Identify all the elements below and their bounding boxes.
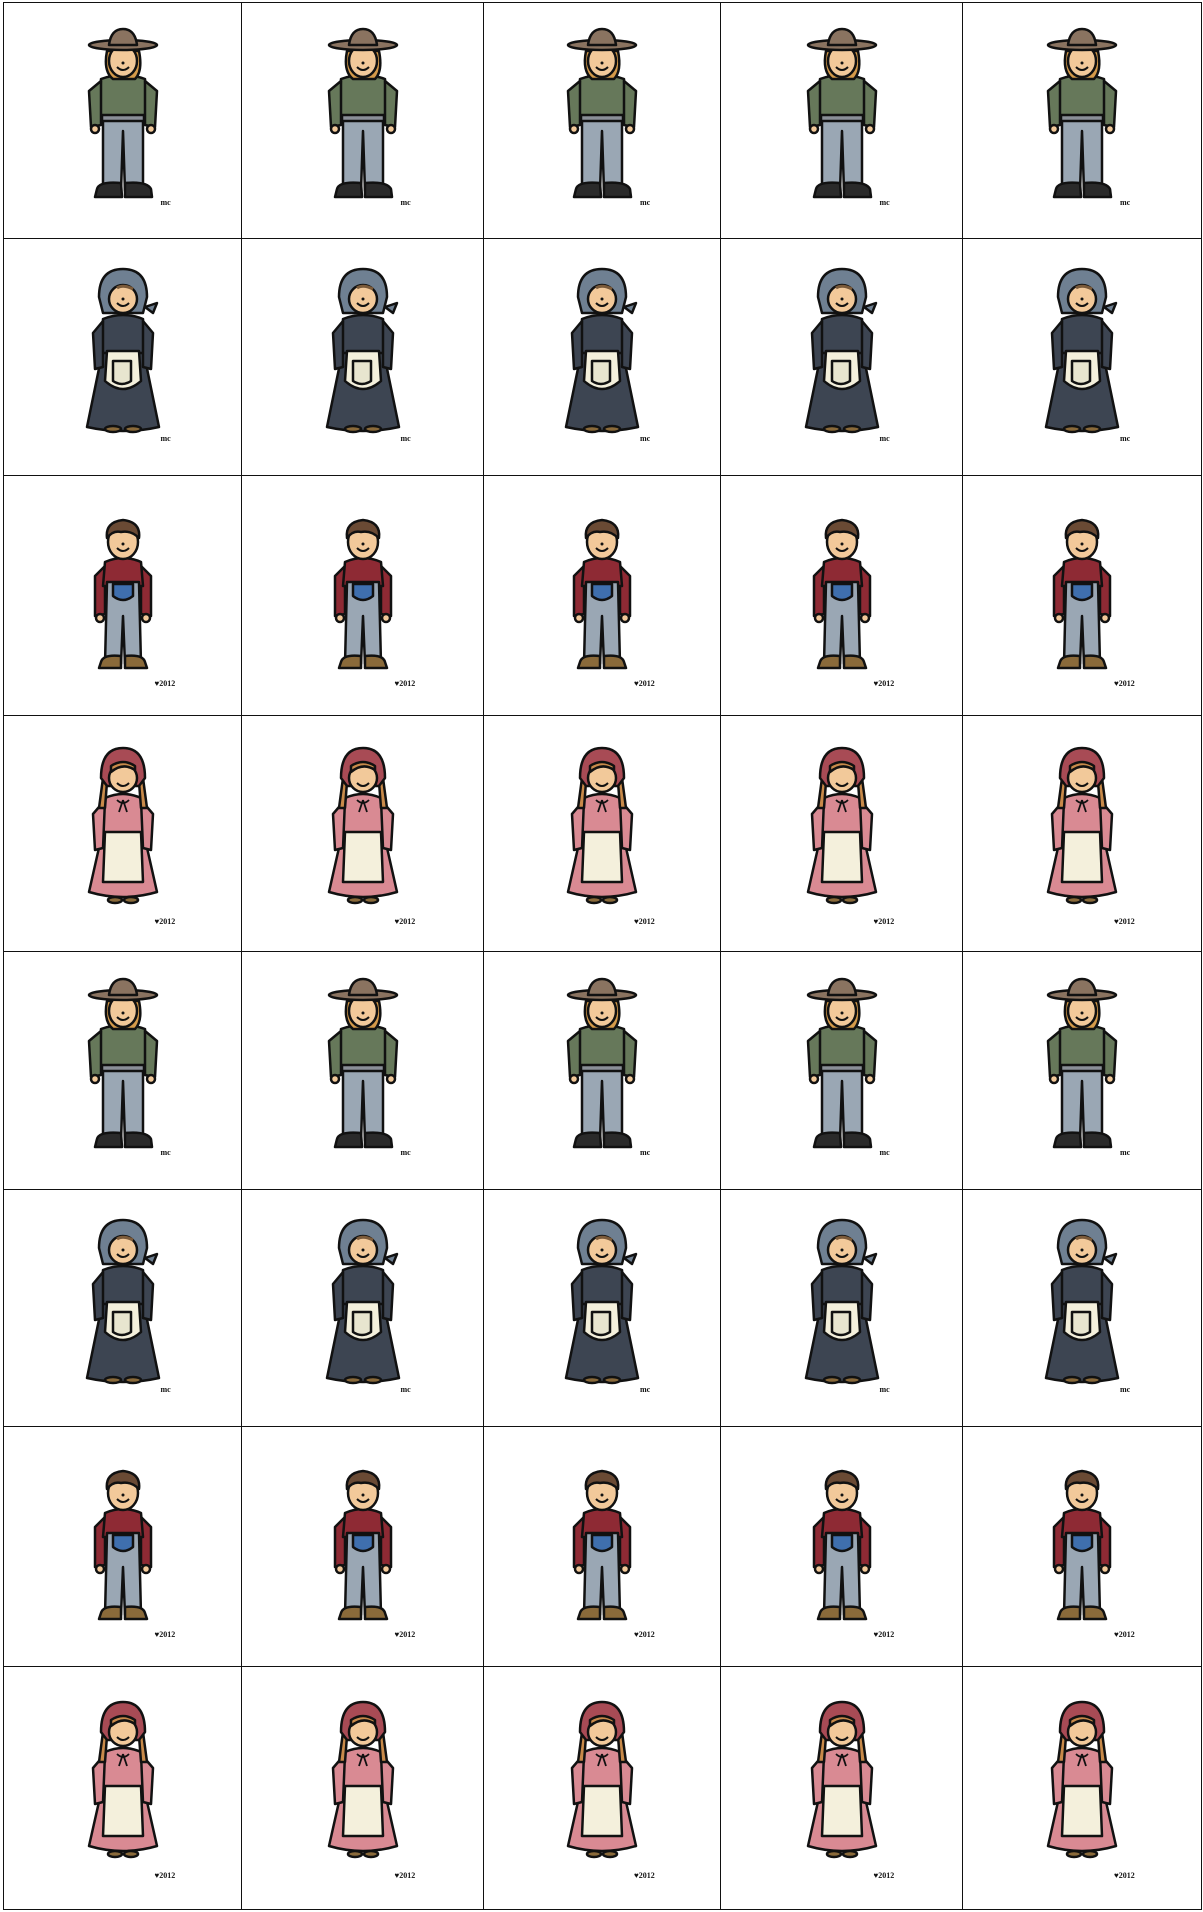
pioneer-woman-bonnet-icon xyxy=(1032,257,1132,457)
figure-card xyxy=(242,1427,484,1667)
figure-card xyxy=(484,3,721,239)
figure-card xyxy=(4,1190,242,1427)
pioneer-girl-pink-icon xyxy=(1032,1688,1132,1888)
figure-card xyxy=(242,1190,484,1427)
figure-card xyxy=(4,476,242,716)
artist-mark: ♥2012 xyxy=(1114,1629,1135,1639)
artist-mark: ♥2012 xyxy=(873,1871,895,1880)
figure-card xyxy=(484,1667,721,1910)
farmer-man-hat-icon xyxy=(792,971,892,1171)
farm-boy-overalls-icon xyxy=(73,496,173,696)
pioneer-girl-pink-icon xyxy=(73,1688,173,1888)
figure-card xyxy=(963,1190,1202,1427)
pioneer-girl-pink-icon xyxy=(552,734,652,934)
figure-card xyxy=(721,3,963,239)
artist-mark: mc xyxy=(1120,197,1131,207)
figure-card xyxy=(242,3,484,239)
figure-card xyxy=(963,1667,1202,1910)
artist-mark: ♥2012 xyxy=(394,678,416,688)
pioneer-woman-bonnet-icon xyxy=(73,257,173,457)
artist-mark: ♥2012 xyxy=(394,916,416,926)
farm-boy-overalls-icon xyxy=(1032,1447,1132,1647)
artist-mark: mc xyxy=(400,1147,411,1157)
artist-mark: ♥2012 xyxy=(1114,916,1135,926)
pioneer-girl-pink-icon xyxy=(313,1688,413,1888)
farm-boy-overalls-icon xyxy=(552,496,652,696)
artist-mark: mc xyxy=(160,1147,171,1157)
farm-boy-overalls-icon xyxy=(792,1447,892,1647)
figure-card xyxy=(963,239,1202,476)
farm-boy-overalls-icon xyxy=(1032,1447,1132,1647)
pioneer-woman-bonnet-icon xyxy=(792,1208,892,1408)
figure-card xyxy=(4,3,242,239)
artist-mark: ♥2012 xyxy=(154,1629,176,1639)
farm-boy-overalls-icon xyxy=(1032,496,1132,696)
farm-boy-overalls-icon xyxy=(313,496,413,696)
pioneer-woman-bonnet-icon xyxy=(552,1208,652,1408)
pioneer-woman-bonnet-icon xyxy=(792,257,892,457)
pioneer-girl-pink-icon xyxy=(792,1688,892,1888)
farmer-man-hat-icon xyxy=(792,21,892,221)
figure-card xyxy=(721,1427,963,1667)
artist-mark: mc xyxy=(400,197,411,207)
pioneer-girl-pink-icon xyxy=(73,734,173,934)
artist-mark: ♥2012 xyxy=(634,1871,655,1880)
figure-card xyxy=(484,239,721,476)
artist-mark: mc xyxy=(160,1385,171,1394)
pioneer-woman-bonnet-icon xyxy=(552,257,652,457)
artist-mark: ♥2012 xyxy=(154,1871,176,1880)
figure-card xyxy=(963,716,1202,952)
figure-card xyxy=(721,476,963,716)
figure-card xyxy=(4,239,242,476)
farmer-man-hat-icon xyxy=(552,21,652,221)
figure-card xyxy=(4,1667,242,1910)
cutout-card-sheet xyxy=(3,2,1202,1910)
pioneer-woman-bonnet-icon xyxy=(313,1208,413,1408)
pioneer-girl-pink-icon xyxy=(792,734,892,934)
artist-mark: ♥2012 xyxy=(394,1629,416,1639)
figure-card xyxy=(4,1427,242,1667)
figure-card xyxy=(484,1427,721,1667)
pioneer-girl-pink-icon xyxy=(1032,734,1132,934)
pioneer-girl-pink-icon xyxy=(552,734,652,934)
pioneer-girl-pink-icon xyxy=(313,734,413,934)
artist-mark: mc xyxy=(400,1385,411,1394)
pioneer-woman-bonnet-icon xyxy=(792,257,892,457)
figure-card xyxy=(721,1190,963,1427)
artist-mark: mc xyxy=(1120,1385,1131,1394)
artist-mark: ♥2012 xyxy=(154,916,176,926)
farmer-man-hat-icon xyxy=(73,971,173,1171)
figure-card xyxy=(484,716,721,952)
figure-card xyxy=(242,716,484,952)
artist-mark: ♥2012 xyxy=(634,1629,655,1639)
artist-mark: mc xyxy=(160,197,171,207)
farmer-man-hat-icon xyxy=(552,21,652,221)
farm-boy-overalls-icon xyxy=(313,1447,413,1647)
figure-card xyxy=(721,952,963,1190)
artist-mark: mc xyxy=(400,434,411,443)
artist-mark: ♥2012 xyxy=(873,678,895,688)
figure-card xyxy=(484,1190,721,1427)
farmer-man-hat-icon xyxy=(792,21,892,221)
pioneer-woman-bonnet-icon xyxy=(313,257,413,457)
farmer-man-hat-icon xyxy=(1032,971,1132,1171)
figure-card xyxy=(963,952,1202,1190)
farm-boy-overalls-icon xyxy=(1032,496,1132,696)
artist-mark: mc xyxy=(879,434,890,443)
artist-mark: ♥2012 xyxy=(394,1871,416,1880)
figure-card xyxy=(721,716,963,952)
farm-boy-overalls-icon xyxy=(73,1447,173,1647)
farm-boy-overalls-icon xyxy=(792,1447,892,1647)
farm-boy-overalls-icon xyxy=(792,496,892,696)
farm-boy-overalls-icon xyxy=(313,496,413,696)
farmer-man-hat-icon xyxy=(552,971,652,1171)
artist-mark: mc xyxy=(879,1147,890,1157)
figure-card xyxy=(4,716,242,952)
farm-boy-overalls-icon xyxy=(73,496,173,696)
farm-boy-overalls-icon xyxy=(313,1447,413,1647)
pioneer-woman-bonnet-icon xyxy=(552,1208,652,1408)
farm-boy-overalls-icon xyxy=(552,1447,652,1647)
artist-mark: ♥2012 xyxy=(634,678,655,688)
artist-mark: mc xyxy=(640,434,651,443)
pioneer-woman-bonnet-icon xyxy=(73,1208,173,1408)
farmer-man-hat-icon xyxy=(73,21,173,221)
artist-mark: mc xyxy=(1120,434,1131,443)
farmer-man-hat-icon xyxy=(313,21,413,221)
farm-boy-overalls-icon xyxy=(552,1447,652,1647)
pioneer-woman-bonnet-icon xyxy=(313,1208,413,1408)
farmer-man-hat-icon xyxy=(1032,21,1132,221)
farmer-man-hat-icon xyxy=(73,971,173,1171)
artist-mark: ♥2012 xyxy=(1114,678,1135,688)
pioneer-girl-pink-icon xyxy=(792,1688,892,1888)
pioneer-woman-bonnet-icon xyxy=(792,1208,892,1408)
pioneer-woman-bonnet-icon xyxy=(73,1208,173,1408)
pioneer-girl-pink-icon xyxy=(1032,734,1132,934)
figure-card xyxy=(484,476,721,716)
pioneer-woman-bonnet-icon xyxy=(73,257,173,457)
pioneer-girl-pink-icon xyxy=(313,734,413,934)
artist-mark: ♥2012 xyxy=(873,916,895,926)
farmer-man-hat-icon xyxy=(73,21,173,221)
farmer-man-hat-icon xyxy=(1032,21,1132,221)
figure-card xyxy=(721,1667,963,1910)
pioneer-woman-bonnet-icon xyxy=(313,257,413,457)
farmer-man-hat-icon xyxy=(313,971,413,1171)
farmer-man-hat-icon xyxy=(313,971,413,1171)
farm-boy-overalls-icon xyxy=(73,1447,173,1647)
artist-mark: mc xyxy=(640,1385,651,1394)
figure-card xyxy=(242,239,484,476)
artist-mark: mc xyxy=(640,197,651,207)
pioneer-girl-pink-icon xyxy=(73,1688,173,1888)
figure-card xyxy=(242,476,484,716)
artist-mark: ♥2012 xyxy=(154,678,176,688)
figure-card xyxy=(963,3,1202,239)
farmer-man-hat-icon xyxy=(313,21,413,221)
artist-mark: ♥2012 xyxy=(873,1629,895,1639)
farm-boy-overalls-icon xyxy=(552,496,652,696)
pioneer-woman-bonnet-icon xyxy=(552,257,652,457)
figure-card xyxy=(4,952,242,1190)
figure-card xyxy=(721,239,963,476)
artist-mark: mc xyxy=(879,197,890,207)
figure-card xyxy=(242,1667,484,1910)
figure-card xyxy=(963,1427,1202,1667)
artist-mark: ♥2012 xyxy=(1114,1871,1135,1880)
pioneer-girl-pink-icon xyxy=(1032,1688,1132,1888)
pioneer-girl-pink-icon xyxy=(792,734,892,934)
pioneer-girl-pink-icon xyxy=(552,1688,652,1888)
artist-mark: mc xyxy=(1120,1147,1131,1157)
artist-mark: mc xyxy=(160,434,171,443)
artist-mark: mc xyxy=(879,1385,890,1394)
farm-boy-overalls-icon xyxy=(792,496,892,696)
farmer-man-hat-icon xyxy=(792,971,892,1171)
figure-card xyxy=(484,952,721,1190)
farmer-man-hat-icon xyxy=(552,971,652,1171)
pioneer-woman-bonnet-icon xyxy=(1032,1208,1132,1408)
pioneer-girl-pink-icon xyxy=(552,1688,652,1888)
figure-card xyxy=(242,952,484,1190)
pioneer-girl-pink-icon xyxy=(313,1688,413,1888)
figure-card xyxy=(963,476,1202,716)
pioneer-woman-bonnet-icon xyxy=(1032,1208,1132,1408)
pioneer-woman-bonnet-icon xyxy=(1032,257,1132,457)
pioneer-girl-pink-icon xyxy=(73,734,173,934)
artist-mark: mc xyxy=(640,1147,651,1157)
artist-mark: ♥2012 xyxy=(634,916,655,926)
farmer-man-hat-icon xyxy=(1032,971,1132,1171)
